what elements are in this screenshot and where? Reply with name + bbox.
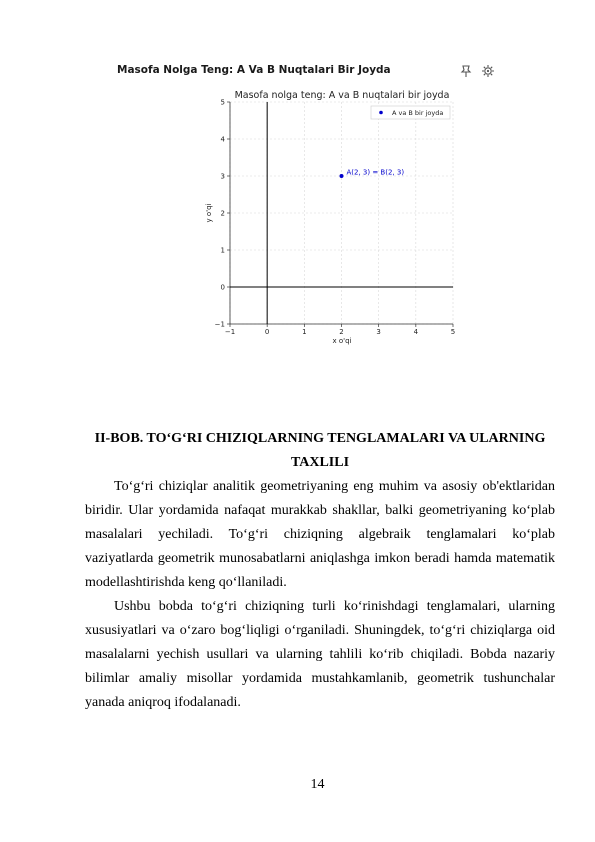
legend-marker	[379, 111, 383, 115]
legend-label: A va B bir joyda	[392, 109, 444, 117]
legend	[371, 106, 450, 119]
chart-title: Masofa nolga teng: A va B nuqtalari bir joyda	[234, 90, 450, 101]
chapter-heading-line2: TAXLILI	[290, 455, 350, 470]
point-annotation: A(2, 3) = B(2, 3)	[346, 168, 405, 177]
x-tick-label: 4	[413, 328, 419, 336]
paragraph-line: To‘g‘ri chiziqlar analitik geometriyaning eng muhim va asosiy ob'ektlaridan	[114, 479, 555, 494]
x-tick-label: 2	[339, 328, 344, 336]
y-axis-label: y o'qi	[205, 203, 213, 223]
paragraph-line: vaziyatlarda geometrik munosabatlarni aniqlashga imkon beradi hamda matematik	[85, 551, 555, 566]
scatter-chart	[0, 0, 595, 400]
paragraph-line: xususiyatlari va o‘zaro bog‘liqligi o‘rganiladi. Shuningdek, to‘g‘ri chiziqlarga oid	[85, 623, 555, 638]
paragraph-line: biridir. Ular yordamida nafaqat murakkab shakllar, balki geometriyaning ko‘plab	[85, 503, 555, 518]
x-axis-label: x o'qi	[332, 337, 352, 345]
paragraph-line: masalalarni yechish usullari va ularning tahlili ko‘rib chiqiladi. Bobda nazariy	[85, 647, 555, 662]
y-tick-label: 4	[220, 135, 225, 144]
x-tick-label: 3	[376, 328, 381, 336]
x-tick-label: 1	[302, 328, 307, 336]
x-tick-label: 0	[264, 328, 270, 336]
paragraph-line: masalalari yechiladi. To‘g‘ri chiziqning algebraik tenglamalari ko‘plab	[85, 527, 555, 542]
page-number: 14	[310, 777, 325, 792]
y-tick-label: 2	[220, 209, 225, 218]
y-tick-label: −1	[214, 320, 225, 329]
paragraph-line: bilimlar amaliy misollar yordamida mustahkamlanib, geometrik tushunchalar	[85, 671, 555, 686]
chapter-heading-line1: II-BOB. TO‘G‘RI CHIZIQLARNING TENGLAMALARI VA ULARNING	[94, 431, 546, 446]
embed-title: Masofa Nolga Teng: A Va B Nuqtalari Bir Joyda	[117, 64, 391, 76]
paragraph-line: modellashtirishda keng qo‘llaniladi.	[85, 575, 287, 590]
paragraph-1	[85, 475, 555, 595]
y-tick-label: 0	[220, 283, 225, 292]
y-tick-label: 5	[220, 98, 225, 107]
x-tick-label: 5	[450, 328, 456, 336]
paragraph-line: Ushbu bobda to‘g‘ri chiziqning turli ko‘rinishdagi tenglamalari, ularning	[114, 599, 555, 614]
data-point	[340, 174, 344, 178]
y-tick-label: 1	[220, 246, 225, 255]
x-tick-label: −1	[224, 328, 236, 336]
paragraph-2	[85, 595, 555, 715]
y-tick-label: 3	[220, 172, 225, 181]
chapter-heading	[85, 427, 555, 475]
paragraph-line: yanada aniqroq ifodalanadi.	[85, 695, 241, 710]
